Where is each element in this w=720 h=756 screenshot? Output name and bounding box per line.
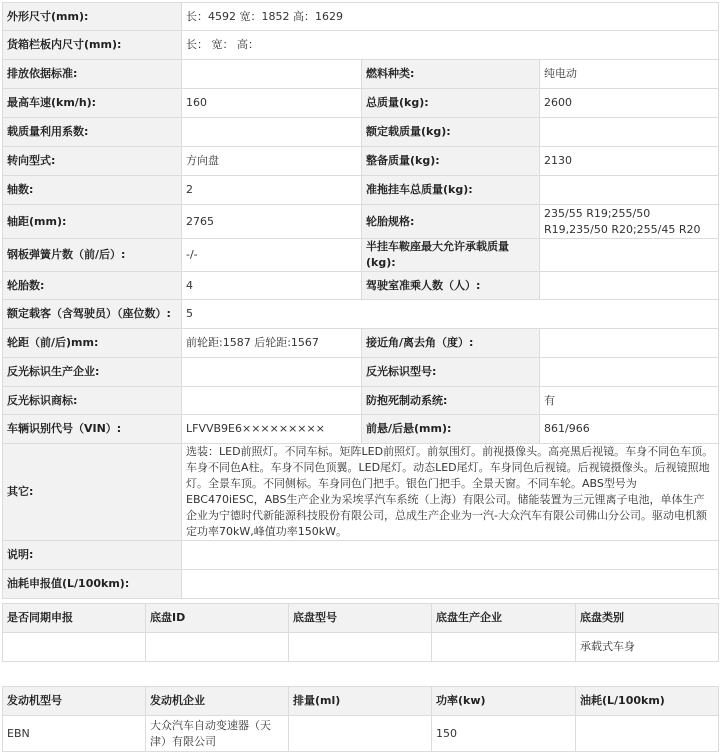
- fuel-type-label: 燃料种类:: [362, 60, 540, 89]
- rated-load-label: 额定载质量(kg):: [362, 118, 540, 147]
- fuel-type-value: 纯电动: [540, 60, 719, 89]
- tire-count-value: 4: [182, 272, 362, 300]
- rated-seats-value: 5: [182, 300, 719, 329]
- trailer-mass-value: [540, 176, 719, 205]
- table-cell: [289, 716, 432, 752]
- max-speed-label: 最高车速(km/h):: [3, 89, 182, 118]
- axles-value: 2: [182, 176, 362, 205]
- wheelbase-label: 轴距(mm):: [3, 205, 182, 239]
- table-row: [3, 716, 719, 752]
- rated-load-value: [540, 118, 719, 147]
- tire-spec-value: 235/55 R19;255/50 R19,235/50 R20;255/45 R20: [540, 205, 719, 239]
- table-cell: [432, 633, 576, 662]
- chassis-table: [2, 603, 719, 662]
- column-header: 是否同期申报: [3, 604, 146, 633]
- column-header: 排量(ml): [289, 687, 432, 716]
- column-header: 油耗(L/100km): [576, 687, 719, 716]
- reflector-maker-label: 反光标识生产企业:: [3, 358, 182, 387]
- approach-angle-value: [540, 329, 719, 358]
- curb-mass-value: 2130: [540, 147, 719, 176]
- column-header: 发动机企业: [146, 687, 289, 716]
- table-cell: [289, 633, 432, 662]
- table-row: [3, 633, 719, 662]
- abs-label: 防抱死制动系统:: [362, 387, 540, 415]
- table-cell: [576, 716, 719, 752]
- emission-label: 排放依据标准:: [3, 60, 182, 89]
- tire-count-label: 轮胎数:: [3, 272, 182, 300]
- column-header: 功率(kw): [432, 687, 576, 716]
- column-header: 底盘类别: [576, 604, 719, 633]
- engine-header-row: [3, 687, 719, 716]
- table-cell: 大众汽车自动变速器（天津）有限公司: [146, 716, 289, 752]
- table-cell: EBN: [3, 716, 146, 752]
- table-cell: [3, 633, 146, 662]
- fuel-declared-label: 油耗申报值(L/100km):: [3, 570, 182, 599]
- column-header: 底盘生产企业: [432, 604, 576, 633]
- column-header: 底盘型号: [289, 604, 432, 633]
- dims-value: 长：4592 宽：1852 高：1629: [182, 3, 719, 31]
- leaf-spring-label: 钢板弹簧片数（前/后）:: [3, 239, 182, 272]
- cab-passengers-label: 驾驶室准乘人数（人）:: [362, 272, 540, 300]
- engine-table: [2, 686, 719, 752]
- total-mass-value: 2600: [540, 89, 719, 118]
- curb-mass-label: 整备质量(kg):: [362, 147, 540, 176]
- trailer-mass-label: 准拖挂车总质量(kg):: [362, 176, 540, 205]
- dims-label: 外形尺寸(mm):: [3, 3, 182, 31]
- overhang-value: 861/966: [540, 415, 719, 444]
- approach-angle-label: 接近角/离去角（度）:: [362, 329, 540, 358]
- reflector-brand-label: 反光标识商标:: [3, 387, 182, 415]
- axles-label: 轴数:: [3, 176, 182, 205]
- vin-label: 车辆识别代号（VIN）:: [3, 415, 182, 444]
- wheelbase-value: 2765: [182, 205, 362, 239]
- emission-value: [182, 60, 362, 89]
- tire-spec-label: 轮胎规格:: [362, 205, 540, 239]
- cargo-value: 长： 宽： 高：: [182, 31, 719, 60]
- steering-label: 转向型式:: [3, 147, 182, 176]
- note-label: 说明:: [3, 541, 182, 570]
- leaf-spring-value: -/-: [182, 239, 362, 272]
- fuel-declared-value: [182, 570, 719, 599]
- reflector-brand-value: [182, 387, 362, 415]
- table-cell: 150: [432, 716, 576, 752]
- vin-value: LFVVB9E6×××××××××: [182, 415, 362, 444]
- track-label: 轮距（前/后)mm:: [3, 329, 182, 358]
- column-header: 底盘ID: [146, 604, 289, 633]
- total-mass-label: 总质量(kg):: [362, 89, 540, 118]
- saddle-load-label: 半挂车鞍座最大允许承载质量(kg):: [362, 239, 540, 272]
- reflector-maker-value: [182, 358, 362, 387]
- load-coefficient-value: [182, 118, 362, 147]
- abs-value: 有: [540, 387, 719, 415]
- other-value: 选装：LED前照灯。不同车标。矩阵LED前照灯。前氛围灯。前视摄像头。高亮黑后视镜。车身不同色车顶。车身不同色A柱。车身不同色顶翼。LED尾灯。动态LED尾灯。车身同色后视镜。后视镜摄像头。后视镜照地灯。全景车顶。不同侧标。车身同色门把手。银色门把手。全景天窗。不同车轮。ABS型号为EBC470iESC，ABS生产企业为采埃孚汽车系统（上海）有限公司。储能装置为三元锂离子电池，单体生产企业为宁德时代新能源科技股份有限公司，总成生产企业为一汽-大众汽车有限公司佛山分公司。驱动电机额定功率70kW,峰值功率150kW。: [182, 444, 719, 541]
- reflector-model-value: [540, 358, 719, 387]
- track-value: 前轮距:1587 后轮距:1567: [182, 329, 362, 358]
- reflector-model-label: 反光标识型号:: [362, 358, 540, 387]
- steering-value: 方向盘: [182, 147, 362, 176]
- chassis-header-row: [3, 604, 719, 633]
- cab-passengers-value: [540, 272, 719, 300]
- vehicle-spec-table: [2, 2, 719, 599]
- rated-seats-label: 额定载客（含驾驶员）（座位数）:: [3, 300, 182, 329]
- load-coefficient-label: 载质量利用系数:: [3, 118, 182, 147]
- note-value: [182, 541, 719, 570]
- table-cell: [146, 633, 289, 662]
- cargo-label: 货箱栏板内尺寸(mm):: [3, 31, 182, 60]
- max-speed-value: 160: [182, 89, 362, 118]
- table-cell: 承载式车身: [576, 633, 719, 662]
- saddle-load-value: [540, 239, 719, 272]
- column-header: 发动机型号: [3, 687, 146, 716]
- overhang-label: 前悬/后悬(mm):: [362, 415, 540, 444]
- other-label: 其它:: [3, 444, 182, 541]
